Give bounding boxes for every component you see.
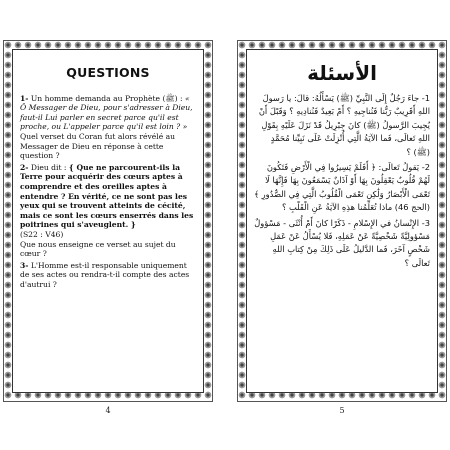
question-1: 1- جاءَ رَجُلٌ إِلَى النَّبِيِّ (ﷺ) يَسْأَلُهُ: قالَ: يا رَسولَ اللهِ أَقَرِيبٌ رَبُّنا فَنُناجِيهِ ؟ أَمْ بَعِيدٌ فَنُنادِيهِ ؟ وَقَبْلَ أَنْ يُجِيبَ الرَّسولُ (ﷺ) كانَ جِبْرِيلُ قَدْ نَزَلَ عَلَيْهِ بِقَوْلِ اللهِ تَعالَى، فَما الآيَةُ الَّتِي أُنْزِلَتْ عَلَى نَبِيِّنا مُحَمَّدٍ (ﷺ) ؟ <box>258 93 430 157</box>
question-number: 3- <box>20 260 29 270</box>
question-intro: Dieu dit : <box>30 162 67 172</box>
question-text: L'Homme est-il responsable uniquement de ses actes ou rendra-t-il compte des actes d'autrui ? <box>20 260 190 289</box>
verse-reference: (S22 : V46) <box>20 229 64 239</box>
page-title: الأسئلة <box>307 61 377 85</box>
page-title: QUESTIONS <box>66 65 150 80</box>
verse-text: { Que ne parcourent-ils la Terre pour acquérir des cœurs aptes à comprendre et des oreilles aptes à entendre ? En vérité, ce ne sont pas les yeux qui se trouvent atteints de cécité, mais ce sont les cœurs enserrés dans les poitrines qui s'aveuglent. } <box>20 162 194 230</box>
quote-text: « Ô Messager de Dieu, pour s'adresser à Dieu, faut-il Lui parler en secret parce qu'il est proche, ou L'appeler parce qu'il est loin ? » <box>20 93 193 132</box>
question-intro: Un homme demanda au Prophète (ﷺ) : <box>30 93 183 103</box>
question-number: 2- <box>20 162 29 172</box>
question-2: 2- يَقولُ تَعالَى: ﴿ أَفَلَمْ يَسِيرُوا فِي الْأَرْضِ فَتَكُونَ لَهُمْ قُلُوبٌ يَعْقِلُونَ بِهَا أَوْ آذَانٌ يَسْمَعُونَ بِهَا فَإِنَّهَا لَا تَعْمَى الْأَبْصَارُ وَلَٰكِن تَعْمَى الْقُلُوبُ الَّتِي فِي الصُّدُورِ ﴾ (الحج 46) ماذا تُعَلِّمُنا هذِهِ الآيَةُ عَنِ الْقَلْبِ ؟ <box>254 162 430 213</box>
left-page <box>3 40 213 415</box>
question-1 <box>20 94 196 161</box>
right-page-content <box>247 50 437 392</box>
question-2 <box>20 163 196 259</box>
question-number: 1- <box>20 93 29 103</box>
question-3: 3- الإِنْسانُ في الإِسْلامِ - ذَكَرًا كانَ أَمْ أُنْثَى - مَسْؤولٌ مَسْؤولِيَّةً شَخْصِيَّةً عَنْ عَمَلِهِ، فَلا يُسْأَلُ عَنْ عَمَلِ شَخْصٍ آخَرَ، فَما الدَّليلُ عَلَى ذَلِكَ مِنْ كِتابِ اللهِ تَعالَى ؟ <box>254 217 430 268</box>
question-text: Quel verset du Coran fut alors révélé au Messager de Dieu en réponse à cette question ? <box>20 131 176 161</box>
question-3 <box>20 261 196 290</box>
page-number: 5 <box>339 406 345 415</box>
question-text: Que nous enseigne ce verset au sujet du cœur ? <box>20 239 176 259</box>
right-page <box>237 40 447 415</box>
left-page-content <box>13 50 203 392</box>
page-number: 4 <box>105 406 111 415</box>
